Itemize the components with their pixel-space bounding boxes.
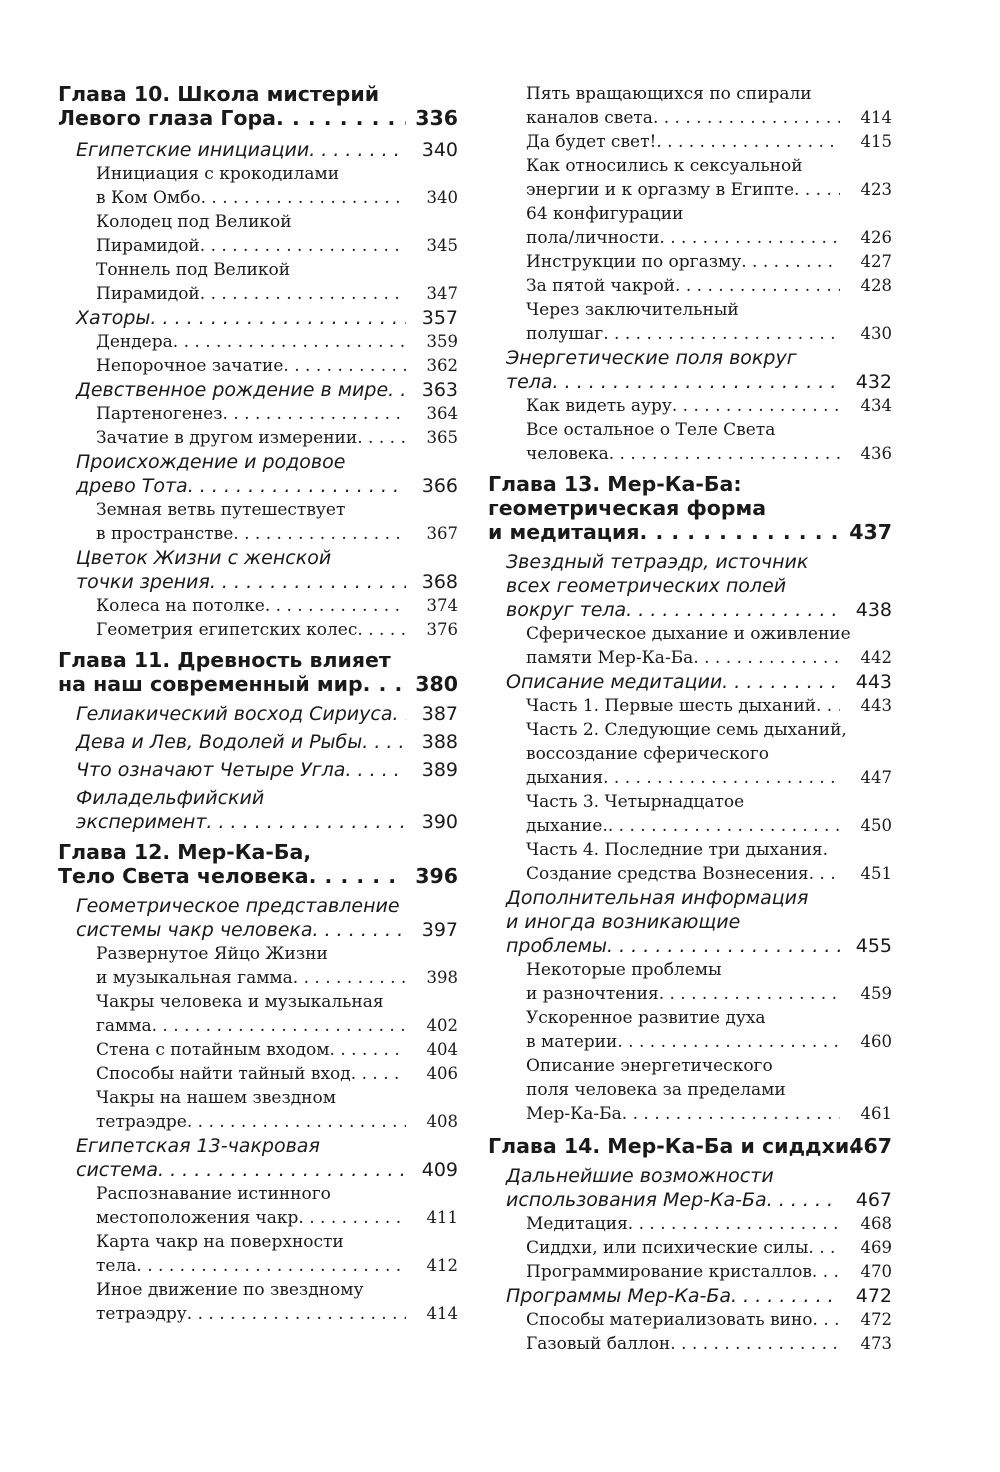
toc-section-entry[interactable] — [58, 894, 458, 942]
toc-page-number: 364 — [426, 404, 458, 423]
toc-subsection-entry[interactable] — [58, 1278, 458, 1326]
toc-page-number: 366 — [421, 475, 458, 497]
toc-page-number: 467 — [849, 1134, 892, 1158]
dot-leader — [188, 474, 406, 498]
toc-subsection-entry[interactable] — [488, 82, 892, 130]
toc-page-number: 469 — [860, 1238, 892, 1257]
toc-page-number: 388 — [421, 731, 458, 753]
toc-subsection-entry[interactable] — [58, 210, 458, 258]
toc-page-number: 426 — [860, 228, 892, 247]
toc-page-number: 437 — [849, 520, 892, 544]
toc-entry-title: использования Мер-Ка-Ба — [506, 1189, 767, 1211]
toc-section-entry[interactable] — [58, 786, 458, 834]
toc-entry-title: Сферическое дыхание и оживление — [526, 624, 851, 644]
toc-entry-title: Дендера — [96, 332, 173, 352]
toc-page-number: 363 — [421, 379, 458, 401]
toc-chapter-entry[interactable] — [488, 472, 892, 544]
dot-leader — [609, 442, 840, 466]
dot-leader — [150, 306, 406, 330]
toc-entry-title: Способы материализовать вино — [526, 1310, 813, 1330]
toc-entry-title: точки зрения — [76, 571, 210, 593]
dot-leader — [173, 330, 406, 354]
dot-leader — [809, 862, 840, 886]
toc-section-entry[interactable] — [58, 1134, 458, 1182]
toc-entry-title: Медитация — [526, 1214, 628, 1234]
toc-entry-title: Программы Мер-Ка-Ба — [506, 1285, 732, 1307]
toc-subsection-entry[interactable] — [488, 1260, 892, 1284]
toc-entry-title: Чакры человека и музыкальная — [96, 992, 384, 1012]
toc-entry-title: Зачатие в другом измерении — [96, 428, 358, 448]
toc-page-number: 430 — [860, 324, 892, 343]
toc-page-number: 397 — [421, 919, 458, 941]
toc-section-entry[interactable] — [488, 1284, 892, 1308]
toc-entry-title: древо Тота — [76, 475, 188, 497]
toc-section-entry[interactable] — [58, 730, 458, 754]
toc-subsection-entry[interactable] — [58, 1230, 458, 1278]
toc-entry-title: Филадельфийский — [76, 787, 265, 809]
toc-entry-title: пола/личности — [526, 228, 660, 248]
toc-page-number: 408 — [426, 1112, 458, 1131]
dot-leader — [808, 1236, 840, 1260]
toc-entry-title: 64 конфигурации — [526, 204, 684, 224]
toc-entry-title: всех геометрических полей — [506, 575, 787, 597]
toc-subsection-entry[interactable] — [58, 942, 458, 990]
toc-page-number: 443 — [860, 696, 892, 715]
dot-leader — [363, 672, 406, 696]
dot-leader — [816, 694, 840, 718]
toc-entry-title: Дева и Лев, Водолей и Рыбы — [76, 731, 363, 753]
toc-page-number: 461 — [860, 1104, 892, 1123]
toc-subsection-entry[interactable] — [488, 694, 892, 718]
toc-page-number: 359 — [426, 332, 458, 351]
toc-entry-title: Некоторые проблемы — [526, 960, 722, 980]
dot-leader — [672, 394, 840, 418]
toc-subsection-entry[interactable] — [488, 1006, 892, 1054]
toc-subsection-entry[interactable] — [58, 1038, 458, 1062]
toc-chapter-entry[interactable] — [58, 82, 458, 130]
toc-subsection-entry[interactable] — [488, 790, 892, 838]
dot-leader — [152, 1014, 406, 1038]
toc-section-entry[interactable] — [58, 138, 458, 162]
toc-page-number: 396 — [415, 864, 458, 888]
toc-entry-title: Пирамидой — [96, 236, 200, 256]
toc-entry-title: и медитация — [488, 520, 640, 544]
toc-entry-title: Глава 12. Мер-Ка-Ба, — [58, 840, 312, 864]
dot-leader — [330, 1038, 406, 1062]
dot-leader — [608, 814, 840, 838]
toc-entry-title: Глава 13. Мер-Ка-Ба: — [488, 472, 742, 496]
toc-subsection-entry[interactable] — [488, 298, 892, 346]
toc-entry-title: Энергетические поля вокруг — [506, 347, 797, 369]
toc-subsection-entry[interactable] — [58, 162, 458, 210]
toc-entry-title: памяти Мер-Ка-Ба — [526, 648, 694, 668]
toc-entry-title: Мер-Ка-Ба — [526, 1104, 622, 1124]
toc-entry-title: дыхание. — [526, 816, 608, 836]
dot-leader — [210, 570, 406, 594]
dot-leader — [659, 982, 840, 1006]
toc-chapter-entry[interactable] — [58, 840, 458, 888]
toc-entry-title: Что означают Четыре Угла — [76, 759, 346, 781]
toc-entry-title: Колеса на потолке — [96, 596, 265, 616]
toc-subsection-entry[interactable] — [488, 394, 892, 418]
toc-entry-title: Инициация с крокодилами — [96, 164, 340, 184]
toc-subsection-entry[interactable] — [488, 274, 892, 298]
toc-entry-title: и разночтения — [526, 984, 659, 1004]
toc-entry-title: Создание средства Вознесения — [526, 864, 809, 884]
toc-page-number: 472 — [855, 1285, 892, 1307]
toc-subsection-entry[interactable] — [488, 202, 892, 250]
toc-subsection-entry[interactable] — [488, 250, 892, 274]
toc-entry-title: Программирование кристаллов — [526, 1262, 812, 1282]
dot-leader — [187, 1110, 406, 1134]
toc-section-entry[interactable] — [488, 550, 892, 622]
toc-entry-title: Партеногенез — [96, 404, 223, 424]
toc-entry-title: воссоздание сферического — [526, 744, 770, 764]
dot-leader — [313, 918, 406, 942]
toc-entry-title: Дальнейшие возможности — [506, 1165, 774, 1187]
dot-leader — [351, 1062, 406, 1086]
toc-entry-title: Как относились к сексуальной — [526, 156, 803, 176]
toc-entry-title: Цветок Жизни с женской — [76, 547, 332, 569]
toc-section-entry[interactable] — [488, 886, 892, 958]
dot-leader — [362, 730, 406, 754]
toc-entry-title: Часть 3. Четырнадцатое — [526, 792, 745, 812]
dot-leader — [603, 766, 840, 790]
toc-subsection-entry[interactable] — [488, 1212, 892, 1236]
toc-page-number: 468 — [860, 1214, 892, 1233]
toc-subsection-entry[interactable] — [488, 1332, 892, 1356]
toc-page-number: 455 — [855, 935, 892, 957]
dot-leader — [794, 178, 840, 202]
toc-page-number: 347 — [426, 284, 458, 303]
dot-leader — [392, 702, 406, 726]
toc-section-entry[interactable] — [58, 546, 458, 594]
toc-entry-title: Египетская 13-чакровая — [76, 1135, 320, 1157]
dot-leader — [276, 106, 406, 130]
dot-leader — [741, 250, 840, 274]
dot-leader — [283, 354, 406, 378]
toc-page-number: 438 — [855, 599, 892, 621]
toc-entry-title: Египетские инициации — [76, 139, 310, 161]
toc-section-entry[interactable] — [58, 450, 458, 498]
toc-entry-title: Глава 11. Древность влияет — [58, 648, 391, 672]
toc-entry-title: Иное движение по звездному — [96, 1280, 364, 1300]
toc-entry-title: Хаторы — [76, 307, 151, 329]
toc-page-number: 472 — [860, 1310, 892, 1329]
toc-subsection-entry[interactable] — [488, 1054, 892, 1126]
toc-entry-title: Часть 1. Первые шесть дыханий — [526, 696, 816, 716]
toc-section-entry[interactable] — [488, 1164, 892, 1212]
toc-entry-title: полушаг — [526, 324, 604, 344]
toc-entry-title: энергии и к оргазму в Египте — [526, 180, 795, 200]
toc-page-number: 414 — [426, 1304, 458, 1323]
toc-entry-title: Ускоренное развитие духа — [526, 1008, 766, 1028]
dot-leader — [626, 598, 840, 622]
dot-leader — [136, 1254, 406, 1278]
toc-column-right — [488, 82, 892, 1356]
toc-entry-title: Глава 14. Мер-Ка-Ба и сиддхи — [488, 1134, 850, 1158]
toc-entry-title: человека — [526, 444, 609, 464]
toc-entry-title: Геометрическое представление — [76, 895, 400, 917]
toc-entry-title: Звездный тетраэдр, источник — [506, 551, 809, 573]
dot-leader — [265, 594, 406, 618]
toc-entry-title: За пятой чакрой — [526, 276, 676, 296]
toc-entry-title: эксперимент — [76, 811, 207, 833]
toc-subsection-entry[interactable] — [488, 1308, 892, 1332]
toc-section-entry[interactable] — [488, 670, 892, 694]
dot-leader — [693, 646, 840, 670]
toc-page-number: 427 — [860, 252, 892, 271]
toc-entry-title: Тоннель под Великой — [96, 260, 291, 280]
toc-subsection-entry[interactable] — [58, 354, 458, 378]
dot-leader — [675, 274, 840, 298]
toc-page-number: 459 — [860, 984, 892, 1003]
toc-page-number: 345 — [426, 236, 458, 255]
toc-subsection-entry[interactable] — [488, 1236, 892, 1260]
toc-page-number: 340 — [426, 188, 458, 207]
toc-page-number: 460 — [860, 1032, 892, 1051]
dot-leader — [345, 758, 406, 782]
toc-chapter-entry[interactable] — [488, 1134, 892, 1158]
toc-page-number: 442 — [860, 648, 892, 667]
dot-leader — [200, 234, 406, 258]
toc-entry-title: Распознавание истинного — [96, 1184, 331, 1204]
toc-page-number: 436 — [860, 444, 892, 463]
dot-leader — [640, 520, 840, 544]
toc-entry-title: Карта чакр на поверхности — [96, 1232, 344, 1252]
toc-entry-title: Непорочное зачатие — [96, 356, 284, 376]
toc-page-number: 447 — [860, 768, 892, 787]
dot-leader — [767, 1188, 840, 1212]
toc-entry-title: Левого глаза Гора — [58, 106, 277, 130]
dot-leader — [298, 1206, 406, 1230]
dot-leader — [309, 864, 406, 888]
toc-subsection-entry[interactable] — [488, 130, 892, 154]
toc-page-number: 367 — [426, 524, 458, 543]
toc-entry-title: тела — [96, 1256, 137, 1276]
toc-entry-title: поля человека за пределами — [526, 1080, 786, 1100]
toc-entry-title: Все остальное о Теле Света — [526, 420, 776, 440]
toc-page-number: 390 — [421, 811, 458, 833]
dot-leader — [659, 226, 840, 250]
dot-leader — [653, 106, 840, 130]
toc-page-number: 412 — [426, 1256, 458, 1275]
toc-entry-title: Чакры на нашем звездном — [96, 1088, 336, 1108]
toc-subsection-entry[interactable] — [58, 1182, 458, 1230]
toc-page-number: 415 — [860, 132, 892, 151]
toc-entry-title: геометрическая форма — [488, 496, 767, 520]
toc-page-number: 450 — [860, 816, 892, 835]
dot-leader — [357, 426, 406, 450]
toc-entry-title: Пирамидой — [96, 284, 200, 304]
dot-leader — [158, 1158, 406, 1182]
toc-section-entry[interactable] — [58, 702, 458, 726]
toc-entry-title: Как видеть ауру — [526, 396, 672, 416]
toc-page-number: 357 — [421, 307, 458, 329]
toc-page-number: 402 — [426, 1016, 458, 1035]
dot-leader — [628, 1212, 840, 1236]
toc-subsection-entry[interactable] — [58, 258, 458, 306]
toc-entry-title: системы чакр человека — [76, 919, 313, 941]
toc-entry-title: Развернутое Яйцо Жизни — [96, 944, 328, 964]
toc-page-number: 443 — [855, 671, 892, 693]
toc-entry-title: тела — [506, 371, 553, 393]
toc-page-number: 409 — [421, 1159, 458, 1181]
toc-entry-title: Тело Света человека — [58, 864, 309, 888]
toc-entry-title: Способы найти тайный вход — [96, 1064, 351, 1084]
dot-leader — [357, 618, 406, 642]
toc-entry-title: дыхания — [526, 768, 604, 788]
toc-page-number: 404 — [426, 1040, 458, 1059]
toc-entry-title: Земная ветвь путешествует — [96, 500, 346, 520]
toc-page-number: 380 — [415, 672, 458, 696]
toc-entry-title: местоположения чакр — [96, 1208, 299, 1228]
toc-entry-title: на наш современный мир — [58, 672, 363, 696]
toc-column-left — [58, 82, 458, 1326]
toc-subsection-entry[interactable] — [488, 958, 892, 1006]
toc-entry-title: тетраэдру — [96, 1304, 187, 1324]
toc-entry-title: в пространстве — [96, 524, 234, 544]
toc-subsection-entry[interactable] — [58, 498, 458, 546]
dot-leader — [201, 186, 406, 210]
toc-entry-title: и иногда возникающие — [506, 911, 741, 933]
toc-page-number: 434 — [860, 396, 892, 415]
dot-leader — [813, 1308, 840, 1332]
dot-leader — [200, 282, 406, 306]
dot-leader — [656, 130, 840, 154]
toc-entry-title: вокруг тела — [506, 599, 627, 621]
toc-entry-title: Сиддхи, или психические силы — [526, 1238, 809, 1258]
toc-entry-title: Геометрия египетских колес — [96, 620, 358, 640]
toc-entry-title: Девственное рождение в мире — [76, 379, 389, 401]
toc-entry-title: система — [76, 1159, 158, 1181]
toc-page-number: 340 — [421, 139, 458, 161]
toc-page-number: 362 — [426, 356, 458, 375]
toc-subsection-entry[interactable] — [488, 154, 892, 202]
toc-page-number: 398 — [426, 968, 458, 987]
toc-entry-title: Часть 2. Следующие семь дыханий, — [526, 720, 847, 740]
dot-leader — [293, 966, 406, 990]
toc-page-number: 470 — [860, 1262, 892, 1281]
toc-subsection-entry[interactable] — [58, 1086, 458, 1134]
dot-leader — [722, 670, 840, 694]
dot-leader — [187, 1302, 406, 1326]
toc-subsection-entry[interactable] — [58, 426, 458, 450]
dot-leader — [617, 1030, 840, 1054]
toc-entry-title: Гелиакический восход Сириуса — [76, 703, 393, 725]
toc-page-number: 365 — [426, 428, 458, 447]
dot-leader — [388, 378, 406, 402]
toc-page-number: 368 — [421, 571, 458, 593]
toc-entry-title: Инструкции по оргазму — [526, 252, 742, 272]
toc-entry-title: Описание медитации — [506, 671, 723, 693]
toc-entry-title: Глава 10. Школа мистерий — [58, 82, 380, 106]
toc-subsection-entry[interactable] — [488, 418, 892, 466]
toc-page-number: 406 — [426, 1064, 458, 1083]
toc-entry-title: Да будет свет! — [526, 132, 657, 152]
toc-subsection-entry[interactable] — [488, 838, 892, 886]
toc-entry-title: Пять вращающихся по спирали — [526, 84, 812, 104]
toc-entry-title: Стена с потайным входом — [96, 1040, 330, 1060]
dot-leader — [206, 810, 406, 834]
toc-entry-title: Дополнительная информация — [506, 887, 809, 909]
toc-entry-title: Происхождение и родовое — [76, 451, 346, 473]
dot-leader — [670, 1332, 840, 1356]
dot-leader — [731, 1284, 840, 1308]
dot-leader — [603, 322, 840, 346]
dot-leader — [622, 1102, 840, 1126]
toc-page-number: 376 — [426, 620, 458, 639]
dot-leader — [309, 138, 406, 162]
toc-page-number: 336 — [415, 106, 458, 130]
toc-entry-title: тетраэдре — [96, 1112, 187, 1132]
toc-entry-title: и музыкальная гамма — [96, 968, 293, 988]
toc-page-number: 473 — [860, 1334, 892, 1353]
toc-entry-title: гамма — [96, 1016, 152, 1036]
toc-section-entry[interactable] — [58, 306, 458, 330]
toc-entry-title: Часть 4. Последние три дыхания. — [526, 840, 829, 860]
toc-page-number: 411 — [426, 1208, 458, 1227]
toc-subsection-entry[interactable] — [58, 990, 458, 1038]
toc-subsection-entry[interactable] — [58, 402, 458, 426]
dot-leader — [607, 934, 840, 958]
toc-subsection-entry[interactable] — [58, 618, 458, 642]
toc-page-number: 451 — [860, 864, 892, 883]
toc-section-entry[interactable] — [58, 758, 458, 782]
toc-page-number: 423 — [860, 180, 892, 199]
dot-leader — [223, 402, 406, 426]
toc-page-number: 467 — [855, 1189, 892, 1211]
toc-page-number: 428 — [860, 276, 892, 295]
toc-entry-title: в Ком Омбо — [96, 188, 201, 208]
toc-entry-title: Колодец под Великой — [96, 212, 292, 232]
toc-subsection-entry[interactable] — [58, 594, 458, 618]
toc-subsection-entry[interactable] — [58, 1062, 458, 1086]
toc-subsection-entry[interactable] — [488, 622, 892, 670]
toc-page-number: 387 — [421, 703, 458, 725]
toc-page-number: 432 — [855, 371, 892, 393]
toc-page-number: 389 — [421, 759, 458, 781]
toc-entry-title: Газовый баллон — [526, 1334, 671, 1354]
toc-chapter-entry[interactable] — [58, 648, 458, 696]
toc-entry-title: проблемы — [506, 935, 607, 957]
toc-entry-title: каналов света — [526, 108, 653, 128]
toc-subsection-entry[interactable] — [58, 330, 458, 354]
toc-section-entry[interactable] — [488, 346, 892, 394]
toc-page-number: 414 — [860, 108, 892, 127]
dot-leader — [812, 1260, 840, 1284]
toc-subsection-entry[interactable] — [488, 718, 892, 790]
dot-leader — [553, 370, 840, 394]
toc-section-entry[interactable] — [58, 378, 458, 402]
toc-page-number: 374 — [426, 596, 458, 615]
toc-entry-title: Описание энергетического — [526, 1056, 773, 1076]
toc-entry-title: в материи — [526, 1032, 618, 1052]
toc-entry-title: Через заключительный — [526, 300, 739, 320]
dot-leader — [233, 522, 406, 546]
